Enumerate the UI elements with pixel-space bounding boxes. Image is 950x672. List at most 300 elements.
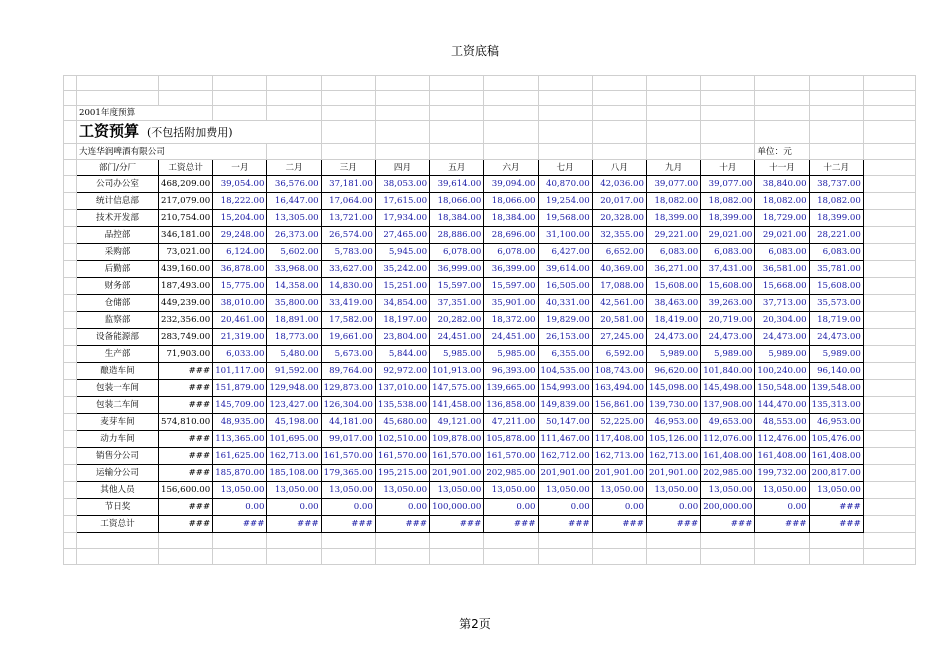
title-row — [64, 121, 916, 144]
table-row — [64, 414, 916, 431]
table-row — [64, 227, 916, 244]
month-value-cell: 202,985.00 — [701, 465, 755, 482]
month-value-cell: 100,000.00 — [430, 499, 484, 516]
month-value-cell: 6,124.00 — [213, 244, 267, 261]
month-value-cell: 18,719.00 — [809, 312, 863, 329]
month-value-cell: 5,989.00 — [809, 346, 863, 363]
month-value-cell: 20,304.00 — [755, 312, 809, 329]
month-value-cell: 36,576.00 — [267, 176, 321, 193]
month-value-cell: 144,470.00 — [755, 397, 809, 414]
month-value-cell: 42,036.00 — [592, 176, 646, 193]
month-value-cell: 161,408.00 — [755, 448, 809, 465]
month-value-cell: 101,913.00 — [430, 363, 484, 380]
month-value-cell: 179,365.00 — [321, 465, 375, 482]
month-value-cell: 17,088.00 — [592, 278, 646, 295]
blank-row — [64, 549, 916, 565]
month-value-cell: 195,215.00 — [375, 465, 429, 482]
month-value-cell: 40,369.00 — [592, 261, 646, 278]
month-value-cell: 13,305.00 — [267, 210, 321, 227]
month-value-cell: 161,408.00 — [701, 448, 755, 465]
month-value-cell: 50,147.00 — [538, 414, 592, 431]
month-value-cell: 149,839.00 — [538, 397, 592, 414]
month-value-cell: ### — [755, 516, 809, 533]
month-value-cell: 0.00 — [484, 499, 538, 516]
month-value-cell: ### — [701, 516, 755, 533]
month-value-cell: 5,989.00 — [701, 346, 755, 363]
month-value-cell: 20,719.00 — [701, 312, 755, 329]
month-value-cell: 111,467.00 — [538, 431, 592, 448]
month-value-cell: 18,399.00 — [701, 210, 755, 227]
month-value-cell: 38,840.00 — [755, 176, 809, 193]
blank-row — [64, 76, 916, 91]
month-value-cell: 6,083.00 — [646, 244, 700, 261]
month-value-cell: 24,473.00 — [701, 329, 755, 346]
month-value-cell: 200,817.00 — [809, 465, 863, 482]
month-value-cell: 26,153.00 — [538, 329, 592, 346]
month-value-cell: 34,854.00 — [375, 295, 429, 312]
total-cell: 187,493.00 — [159, 278, 213, 295]
budget-table — [63, 75, 916, 565]
page-footer: 第2页 — [459, 617, 491, 631]
month-value-cell: 161,408.00 — [809, 448, 863, 465]
total-cell: ### — [159, 516, 213, 533]
department-cell: 财务部 — [77, 278, 159, 295]
month-value-cell: 39,263.00 — [701, 295, 755, 312]
month-value-cell: 13,050.00 — [755, 482, 809, 499]
month-value-cell: 13,050.00 — [267, 482, 321, 499]
month-value-cell: 185,108.00 — [267, 465, 321, 482]
total-cell: 210,754.00 — [159, 210, 213, 227]
month-value-cell: 145,709.00 — [213, 397, 267, 414]
total-cell: ### — [159, 499, 213, 516]
month-value-cell: 6,592.00 — [592, 346, 646, 363]
table-row — [64, 295, 916, 312]
month-value-cell: 18,082.00 — [809, 193, 863, 210]
blank-row — [64, 533, 916, 549]
month-value-cell: 18,082.00 — [701, 193, 755, 210]
department-cell: 采购部 — [77, 244, 159, 261]
total-cell: 73,021.00 — [159, 244, 213, 261]
department-cell: 监察部 — [77, 312, 159, 329]
month-value-cell: 40,870.00 — [538, 176, 592, 193]
month-value-cell: 38,737.00 — [809, 176, 863, 193]
total-cell: 217,079.00 — [159, 193, 213, 210]
month-value-cell: 45,680.00 — [375, 414, 429, 431]
month-value-cell: 13,050.00 — [701, 482, 755, 499]
month-value-cell: 18,082.00 — [646, 193, 700, 210]
department-cell: 仓储部 — [77, 295, 159, 312]
month-value-cell: ### — [321, 516, 375, 533]
department-cell: 公司办公室 — [77, 176, 159, 193]
sheet-subtitle: (不包括附加费用) — [147, 125, 233, 139]
month-value-cell: 28,886.00 — [430, 227, 484, 244]
month-value-cell: 35,901.00 — [484, 295, 538, 312]
month-value-cell: 16,447.00 — [267, 193, 321, 210]
month-value-cell: 15,608.00 — [809, 278, 863, 295]
column-header: 九月 — [646, 160, 700, 176]
month-value-cell: 5,602.00 — [267, 244, 321, 261]
table-row — [64, 346, 916, 363]
month-value-cell: 28,221.00 — [809, 227, 863, 244]
month-value-cell: 31,100.00 — [538, 227, 592, 244]
table-row — [64, 516, 916, 533]
month-value-cell: 6,355.00 — [538, 346, 592, 363]
total-cell: 439,160.00 — [159, 261, 213, 278]
month-value-cell: 5,985.00 — [430, 346, 484, 363]
department-cell: 包装一车间 — [77, 380, 159, 397]
month-value-cell: 18,419.00 — [646, 312, 700, 329]
month-value-cell: 105,878.00 — [484, 431, 538, 448]
month-value-cell: 39,614.00 — [538, 261, 592, 278]
month-value-cell: 37,431.00 — [701, 261, 755, 278]
month-value-cell: 44,181.00 — [321, 414, 375, 431]
month-value-cell: 13,050.00 — [213, 482, 267, 499]
month-value-cell: 46,953.00 — [809, 414, 863, 431]
month-value-cell: 52,225.00 — [592, 414, 646, 431]
month-value-cell: ### — [592, 516, 646, 533]
spreadsheet — [63, 75, 916, 565]
column-header: 三月 — [321, 160, 375, 176]
month-value-cell: 105,126.00 — [646, 431, 700, 448]
month-value-cell: 20,581.00 — [592, 312, 646, 329]
department-cell: 运输分公司 — [77, 465, 159, 482]
month-value-cell: 5,480.00 — [267, 346, 321, 363]
month-value-cell: 36,878.00 — [213, 261, 267, 278]
month-value-cell: 104,535.00 — [538, 363, 592, 380]
month-value-cell: 105,476.00 — [809, 431, 863, 448]
month-value-cell: 36,271.00 — [646, 261, 700, 278]
month-value-cell: 15,608.00 — [701, 278, 755, 295]
month-value-cell: 27,245.00 — [592, 329, 646, 346]
total-cell: ### — [159, 431, 213, 448]
department-cell: 销售分公司 — [77, 448, 159, 465]
month-value-cell: 18,399.00 — [809, 210, 863, 227]
month-value-cell: 162,712.00 — [538, 448, 592, 465]
total-cell: ### — [159, 397, 213, 414]
month-value-cell: 35,242.00 — [375, 261, 429, 278]
month-value-cell: 29,021.00 — [701, 227, 755, 244]
month-value-cell: 162,713.00 — [646, 448, 700, 465]
month-value-cell: ### — [646, 516, 700, 533]
month-value-cell: 145,498.00 — [701, 380, 755, 397]
table-row — [64, 482, 916, 499]
month-value-cell: 29,221.00 — [646, 227, 700, 244]
month-value-cell: 162,713.00 — [267, 448, 321, 465]
page-header: 工资底稿 — [450, 44, 499, 58]
month-value-cell: 45,198.00 — [267, 414, 321, 431]
month-value-cell: 161,570.00 — [375, 448, 429, 465]
month-value-cell: 20,017.00 — [592, 193, 646, 210]
month-value-cell: 5,989.00 — [755, 346, 809, 363]
month-value-cell: 100,240.00 — [755, 363, 809, 380]
month-value-cell: 96,393.00 — [484, 363, 538, 380]
month-value-cell: 145,098.00 — [646, 380, 700, 397]
month-value-cell: 89,764.00 — [321, 363, 375, 380]
table-row — [64, 448, 916, 465]
month-value-cell: 6,083.00 — [809, 244, 863, 261]
table-row — [64, 210, 916, 227]
table-row — [64, 176, 916, 193]
table-row — [64, 465, 916, 482]
month-value-cell: 38,463.00 — [646, 295, 700, 312]
month-value-cell: 37,351.00 — [430, 295, 484, 312]
department-cell: 包装二车间 — [77, 397, 159, 414]
month-value-cell: ### — [430, 516, 484, 533]
month-value-cell: 6,427.00 — [538, 244, 592, 261]
month-value-cell: 201,901.00 — [538, 465, 592, 482]
column-header: 八月 — [592, 160, 646, 176]
month-value-cell: 6,083.00 — [701, 244, 755, 261]
table-row — [64, 380, 916, 397]
month-value-cell: 0.00 — [646, 499, 700, 516]
table-row — [64, 261, 916, 278]
month-value-cell: 33,627.00 — [321, 261, 375, 278]
column-header: 部门/分厂 — [77, 160, 159, 176]
month-value-cell: 23,804.00 — [375, 329, 429, 346]
column-header: 十月 — [701, 160, 755, 176]
month-value-cell: 13,721.00 — [321, 210, 375, 227]
month-value-cell: 29,248.00 — [213, 227, 267, 244]
month-value-cell: 13,050.00 — [430, 482, 484, 499]
month-value-cell: 147,575.00 — [430, 380, 484, 397]
unit-label: 单位：元 — [755, 144, 809, 160]
month-value-cell: 46,953.00 — [646, 414, 700, 431]
month-value-cell: 161,625.00 — [213, 448, 267, 465]
month-value-cell: 15,597.00 — [484, 278, 538, 295]
month-value-cell: 135,313.00 — [809, 397, 863, 414]
month-value-cell: 136,858.00 — [484, 397, 538, 414]
total-cell: 156,600.00 — [159, 482, 213, 499]
column-header: 工资总计 — [159, 160, 213, 176]
table-row — [64, 363, 916, 380]
department-cell: 工资总计 — [77, 516, 159, 533]
table-row — [64, 278, 916, 295]
month-value-cell: 15,775.00 — [213, 278, 267, 295]
month-value-cell: 137,908.00 — [701, 397, 755, 414]
month-value-cell: 20,461.00 — [213, 312, 267, 329]
month-value-cell: 48,553.00 — [755, 414, 809, 431]
month-value-cell: 36,999.00 — [430, 261, 484, 278]
month-value-cell: ### — [267, 516, 321, 533]
year-row — [64, 106, 916, 121]
department-cell: 品控部 — [77, 227, 159, 244]
month-value-cell: 14,830.00 — [321, 278, 375, 295]
month-value-cell: 18,066.00 — [484, 193, 538, 210]
month-value-cell: 6,078.00 — [430, 244, 484, 261]
month-value-cell: 200,000.00 — [701, 499, 755, 516]
company-row — [64, 144, 916, 160]
month-value-cell: 112,476.00 — [755, 431, 809, 448]
month-value-cell: 123,427.00 — [267, 397, 321, 414]
month-value-cell: 199,732.00 — [755, 465, 809, 482]
department-cell: 技术开发部 — [77, 210, 159, 227]
month-value-cell: 38,010.00 — [213, 295, 267, 312]
column-header: 二月 — [267, 160, 321, 176]
total-cell: 574,810.00 — [159, 414, 213, 431]
month-value-cell: 96,620.00 — [646, 363, 700, 380]
month-value-cell: 49,653.00 — [701, 414, 755, 431]
table-row — [64, 244, 916, 261]
month-value-cell: 35,800.00 — [267, 295, 321, 312]
year-label: 2001年度预算 — [77, 106, 213, 121]
month-value-cell: 27,465.00 — [375, 227, 429, 244]
month-value-cell: 5,945.00 — [375, 244, 429, 261]
month-value-cell: 24,473.00 — [646, 329, 700, 346]
month-value-cell: 24,451.00 — [484, 329, 538, 346]
month-value-cell: 37,181.00 — [321, 176, 375, 193]
month-value-cell: ### — [484, 516, 538, 533]
month-value-cell: 0.00 — [375, 499, 429, 516]
column-header: 四月 — [375, 160, 429, 176]
month-value-cell: 17,582.00 — [321, 312, 375, 329]
month-value-cell: 0.00 — [592, 499, 646, 516]
month-value-cell: ### — [213, 516, 267, 533]
month-value-cell: 201,901.00 — [646, 465, 700, 482]
month-value-cell: 19,661.00 — [321, 329, 375, 346]
month-value-cell: 15,204.00 — [213, 210, 267, 227]
month-value-cell: 113,365.00 — [213, 431, 267, 448]
month-value-cell: 18,082.00 — [755, 193, 809, 210]
month-value-cell: 18,399.00 — [646, 210, 700, 227]
month-value-cell: 33,968.00 — [267, 261, 321, 278]
month-value-cell: 26,574.00 — [321, 227, 375, 244]
month-value-cell: ### — [809, 499, 863, 516]
month-value-cell: 28,696.00 — [484, 227, 538, 244]
column-header: 五月 — [430, 160, 484, 176]
month-value-cell: 201,901.00 — [430, 465, 484, 482]
month-value-cell: 6,033.00 — [213, 346, 267, 363]
column-header: 一月 — [213, 160, 267, 176]
column-header: 十二月 — [809, 160, 863, 176]
month-value-cell: 161,570.00 — [321, 448, 375, 465]
month-value-cell: 19,254.00 — [538, 193, 592, 210]
month-value-cell: 29,021.00 — [755, 227, 809, 244]
total-cell: 346,181.00 — [159, 227, 213, 244]
month-value-cell: 156,861.00 — [592, 397, 646, 414]
total-cell: ### — [159, 448, 213, 465]
month-value-cell: 48,935.00 — [213, 414, 267, 431]
month-value-cell: 18,197.00 — [375, 312, 429, 329]
month-value-cell: 18,066.00 — [430, 193, 484, 210]
month-value-cell: 151,879.00 — [213, 380, 267, 397]
month-value-cell: 36,399.00 — [484, 261, 538, 278]
month-value-cell: 39,077.00 — [701, 176, 755, 193]
month-value-cell: 162,713.00 — [592, 448, 646, 465]
month-value-cell: 32,355.00 — [592, 227, 646, 244]
month-value-cell: 13,050.00 — [321, 482, 375, 499]
column-header: 六月 — [484, 160, 538, 176]
month-value-cell: 137,010.00 — [375, 380, 429, 397]
month-value-cell: 5,783.00 — [321, 244, 375, 261]
month-value-cell: 39,094.00 — [484, 176, 538, 193]
month-value-cell: 24,473.00 — [755, 329, 809, 346]
month-value-cell: 13,050.00 — [809, 482, 863, 499]
month-value-cell: 42,561.00 — [592, 295, 646, 312]
month-value-cell: 101,840.00 — [701, 363, 755, 380]
month-value-cell: 26,373.00 — [267, 227, 321, 244]
month-value-cell: 20,328.00 — [592, 210, 646, 227]
sheet-title: 工资预算 — [79, 121, 140, 140]
month-value-cell: 18,372.00 — [484, 312, 538, 329]
month-value-cell: 6,083.00 — [755, 244, 809, 261]
month-value-cell: 47,211.00 — [484, 414, 538, 431]
month-value-cell: 16,505.00 — [538, 278, 592, 295]
month-value-cell: 101,695.00 — [267, 431, 321, 448]
month-value-cell: 15,668.00 — [755, 278, 809, 295]
month-value-cell: 99,017.00 — [321, 431, 375, 448]
month-value-cell: 39,614.00 — [430, 176, 484, 193]
total-cell: 468,209.00 — [159, 176, 213, 193]
month-value-cell: 154,993.00 — [538, 380, 592, 397]
department-cell: 麦芽车间 — [77, 414, 159, 431]
month-value-cell: 13,050.00 — [646, 482, 700, 499]
month-value-cell: 0.00 — [755, 499, 809, 516]
month-value-cell: 35,573.00 — [809, 295, 863, 312]
month-value-cell: 126,304.00 — [321, 397, 375, 414]
department-cell: 统计信息部 — [77, 193, 159, 210]
month-value-cell: 5,673.00 — [321, 346, 375, 363]
total-cell: ### — [159, 465, 213, 482]
total-cell: ### — [159, 363, 213, 380]
month-value-cell: ### — [809, 516, 863, 533]
total-cell: ### — [159, 380, 213, 397]
month-value-cell: 19,568.00 — [538, 210, 592, 227]
month-value-cell: 96,140.00 — [809, 363, 863, 380]
month-value-cell: 117,408.00 — [592, 431, 646, 448]
month-value-cell: 108,743.00 — [592, 363, 646, 380]
month-value-cell: 18,891.00 — [267, 312, 321, 329]
blank-row — [64, 91, 916, 106]
month-value-cell: 15,597.00 — [430, 278, 484, 295]
month-value-cell: 21,319.00 — [213, 329, 267, 346]
month-value-cell: 161,570.00 — [484, 448, 538, 465]
department-cell: 后勤部 — [77, 261, 159, 278]
month-value-cell: 135,538.00 — [375, 397, 429, 414]
department-cell: 其他人员 — [77, 482, 159, 499]
total-cell: 232,356.00 — [159, 312, 213, 329]
month-value-cell: 201,901.00 — [592, 465, 646, 482]
month-value-cell: 40,331.00 — [538, 295, 592, 312]
month-value-cell: ### — [538, 516, 592, 533]
column-header: 七月 — [538, 160, 592, 176]
month-value-cell: 0.00 — [538, 499, 592, 516]
month-value-cell: 185,870.00 — [213, 465, 267, 482]
month-value-cell: 18,773.00 — [267, 329, 321, 346]
month-value-cell: 37,713.00 — [755, 295, 809, 312]
department-cell: 设备能源部 — [77, 329, 159, 346]
month-value-cell: 13,050.00 — [538, 482, 592, 499]
month-value-cell: 39,077.00 — [646, 176, 700, 193]
total-cell: 71,903.00 — [159, 346, 213, 363]
month-value-cell: 13,050.00 — [375, 482, 429, 499]
table-row — [64, 329, 916, 346]
month-value-cell: 91,592.00 — [267, 363, 321, 380]
month-value-cell: 18,384.00 — [430, 210, 484, 227]
month-value-cell: 38,053.00 — [375, 176, 429, 193]
month-value-cell: 112,076.00 — [701, 431, 755, 448]
month-value-cell: 17,064.00 — [321, 193, 375, 210]
department-cell: 酿造车间 — [77, 363, 159, 380]
month-value-cell: 129,873.00 — [321, 380, 375, 397]
column-header-row — [64, 160, 916, 176]
month-value-cell: 13,050.00 — [592, 482, 646, 499]
company-name: 大连华润啤酒有限公司 — [77, 144, 267, 160]
month-value-cell: 5,985.00 — [484, 346, 538, 363]
month-value-cell: 18,729.00 — [755, 210, 809, 227]
table-row — [64, 397, 916, 414]
month-value-cell: ### — [375, 516, 429, 533]
month-value-cell: 0.00 — [213, 499, 267, 516]
